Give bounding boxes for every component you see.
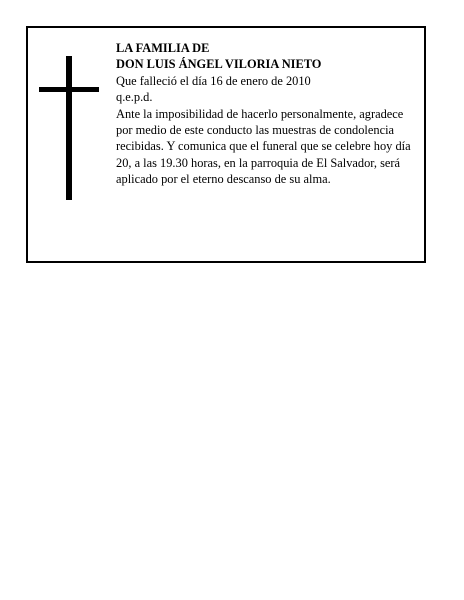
cross-horizontal-bar	[39, 87, 99, 92]
deceased-name: DON LUIS ÁNGEL VILORIA NIETO	[116, 57, 322, 72]
cross-icon	[39, 56, 99, 200]
obituary-notice	[26, 26, 426, 263]
cross-vertical-bar	[66, 56, 72, 200]
notice-text	[116, 40, 418, 188]
qepd-line: q.e.p.d.	[116, 90, 153, 105]
notice-body: Ante la imposibilidad de hacerlo personalmente, agradece por medio de este conducto las muestras de condolencia recibidas. Y comunica que el funeral que se celebre hoy día 20, a las 19.30 horas, en la parroquia de El Salvador, será aplicado por el eterno descanso de su alma.	[116, 106, 411, 187]
family-heading: LA FAMILIA DE	[116, 41, 210, 55]
death-date-line: Que falleció el día 16 de enero de 2010	[116, 73, 311, 88]
